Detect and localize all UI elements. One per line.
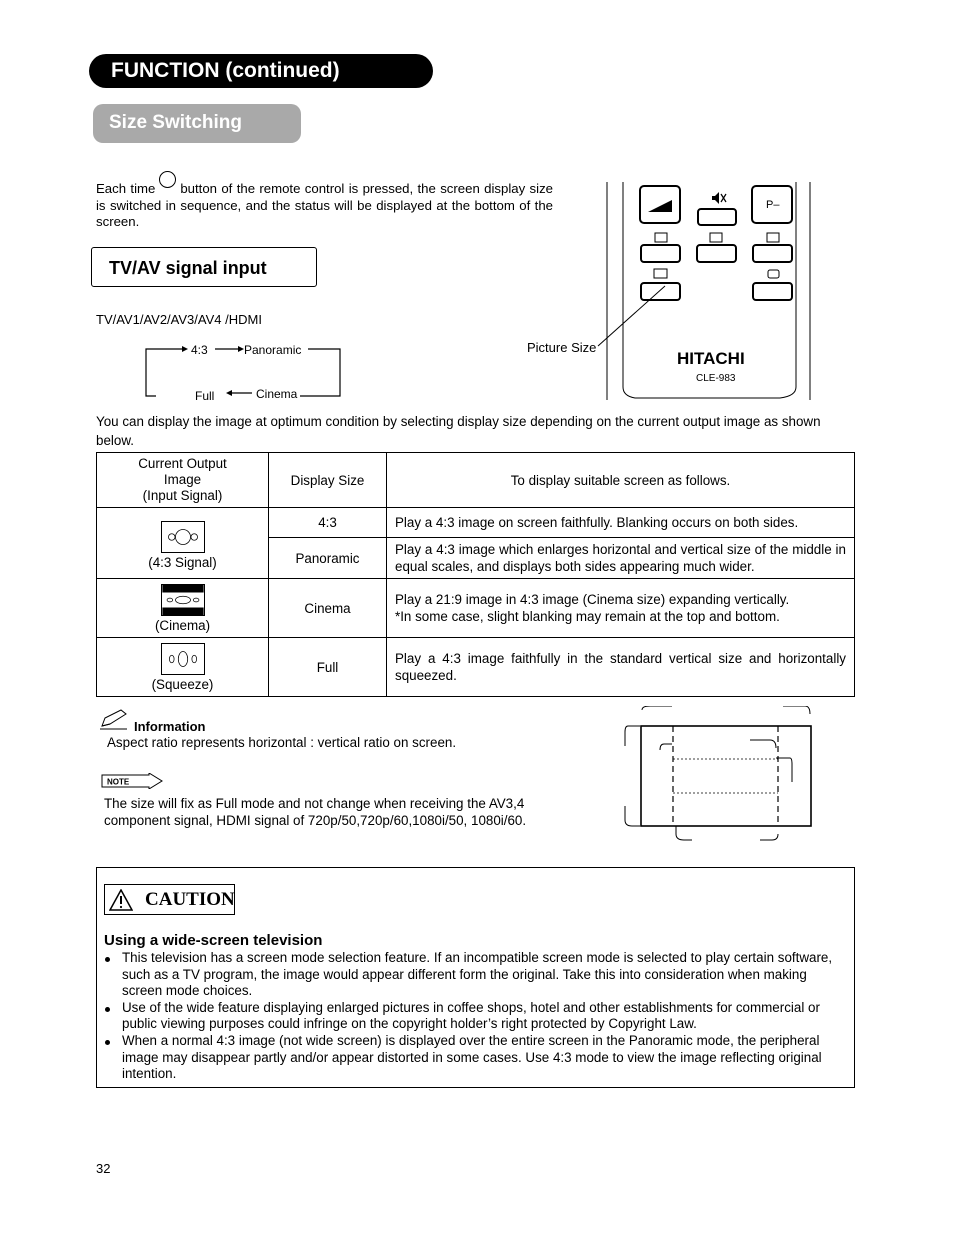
intro-before: Each time <box>96 181 156 196</box>
table-row <box>97 579 855 638</box>
caution-label: CAUTION <box>104 884 235 915</box>
header-suitable-screen: To display suitable screen as follows. <box>387 453 855 508</box>
header-current-output <box>97 453 269 508</box>
header-line-2: Image <box>163 472 202 487</box>
picture-size-label: Picture Size <box>527 340 597 355</box>
cycle-line-left <box>146 349 182 396</box>
cycle-label-43: 4:3 <box>191 343 208 357</box>
p-minus-label: P– <box>766 199 780 211</box>
picture-size-pointer <box>598 286 665 346</box>
signal-cell-cinema <box>97 579 269 638</box>
signal-squeeze-label: (Squeeze) <box>151 676 214 692</box>
signal-input-box: TV/AV signal input <box>91 247 317 287</box>
size-43: 4:3 <box>269 508 387 538</box>
remote-button-c <box>753 245 792 262</box>
signal-cinema-label: (Cinema) <box>154 617 211 633</box>
size-cycle-diagram <box>140 340 350 405</box>
desc-cinema-line-2: *In some case, slight blanking may remain at the top and bottom. <box>395 609 780 624</box>
information-text: Aspect ratio represents horizontal : vertical ratio on screen. <box>107 735 457 750</box>
cycle-label-full: Full <box>195 389 215 403</box>
description-text: You can display the image at optimum condition by selecting display size depending on the current output image as shown below. <box>96 414 821 448</box>
size-cinema: Cinema <box>269 579 387 638</box>
signal-43-thumbnail <box>161 521 205 553</box>
desc-43: Play a 4:3 image on screen faithfully. Blanking occurs on both sides. <box>387 508 855 538</box>
note-arrow-icon <box>101 773 163 789</box>
mute-button <box>698 209 736 225</box>
signal-squeeze-thumbnail <box>161 643 205 675</box>
remote-control-illustration <box>590 182 840 400</box>
remote-button-d <box>753 283 792 300</box>
caution-list <box>104 950 844 1083</box>
caution-title: Using a wide-screen television <box>104 932 323 949</box>
page-header: FUNCTION (continued) <box>89 54 433 88</box>
note-text: The size will fix as Full mode and not change when receiving the AV3,4 component signal, HDMI signal of 720p/50,720p/60,1080i/50, 1080i/60. <box>104 796 527 828</box>
screen-icon <box>768 270 779 278</box>
header-line-3: (Input Signal) <box>142 488 223 503</box>
picture-size-button <box>641 283 680 300</box>
cycle-line-right <box>300 349 340 396</box>
picture-size-small-icon <box>654 269 667 278</box>
intro-after: button of the remote control is pressed, the screen display size is switched in sequence, and the status will be displayed at the bottom of the screen. <box>96 181 553 229</box>
display-size-table <box>96 452 855 697</box>
desc-cinema <box>387 579 855 638</box>
list-item: When a normal 4:3 image (not wide screen) is displayed over the entire screen in the Panoramic mode, the peripheral image may disappear partly and/or appear distorted in some cases. Use 4:3 mode to view the image reflecting original intention. <box>104 1033 844 1083</box>
intro-text <box>96 178 553 231</box>
text-mode-icon-1 <box>655 233 667 242</box>
desc-panoramic: Play a 4:3 image which enlarges horizontal and vertical size of the middle in equal scales, and displays both sides appearing much wider. <box>387 538 855 579</box>
header-display-size: Display Size <box>269 453 387 508</box>
remote-button-b <box>697 245 736 262</box>
mute-icon <box>712 192 719 204</box>
table-header-row <box>97 453 855 508</box>
table-row <box>97 638 855 697</box>
remote-model: CLE-983 <box>696 373 736 384</box>
desc-cinema-line-1: Play a 21:9 image in 4:3 image (Cinema size) expanding vertically. <box>395 592 790 607</box>
page-number: 32 <box>96 1161 111 1176</box>
remote-button-a <box>641 245 680 262</box>
signal-cell-43 <box>97 508 269 579</box>
size-full: Full <box>269 638 387 697</box>
section-title: Size Switching <box>93 104 301 143</box>
desc-full: Play a 4:3 image faithfully in the standard vertical size and horizontally squeezed. <box>387 638 855 697</box>
header-line-1: Current Output <box>138 456 227 471</box>
list-item: Use of the wide feature displaying enlarged pictures in coffee shops, hotel and other establishments for commercial or public viewing purposes could infringe on the copyright holder’s right protected by Copyright Law. <box>104 1000 844 1033</box>
table-row <box>97 508 855 538</box>
information-heading: Information <box>134 719 206 734</box>
screen-frame <box>641 726 811 826</box>
cycle-label-panoramic: Panoramic <box>244 343 302 357</box>
list-item: This television has a screen mode selection feature. If an incompatible screen mode is selected to play certain software, such as a TV program, the image would appear different form the original. Take this into consideration when making screen mode choices. <box>104 950 844 1000</box>
text-mode-icon-2 <box>710 233 722 242</box>
volume-button <box>640 186 680 223</box>
signal-cinema-thumbnail <box>161 584 205 616</box>
picture-size-icon <box>159 171 176 188</box>
signal-sources: TV/AV1/AV2/AV3/AV4 /HDMI <box>96 312 262 327</box>
note-label: NOTE <box>107 777 130 787</box>
brand-logo: HITACHI <box>677 349 745 368</box>
aspect-ratio-diagram <box>620 706 820 846</box>
signal-cell-squeeze <box>97 638 269 697</box>
text-mode-icon-3 <box>767 233 779 242</box>
size-panoramic: Panoramic <box>269 538 387 579</box>
signal-43-label: (4:3 Signal) <box>148 554 217 570</box>
pencil-icon <box>99 708 131 730</box>
cycle-label-cinema: Cinema <box>256 387 298 401</box>
